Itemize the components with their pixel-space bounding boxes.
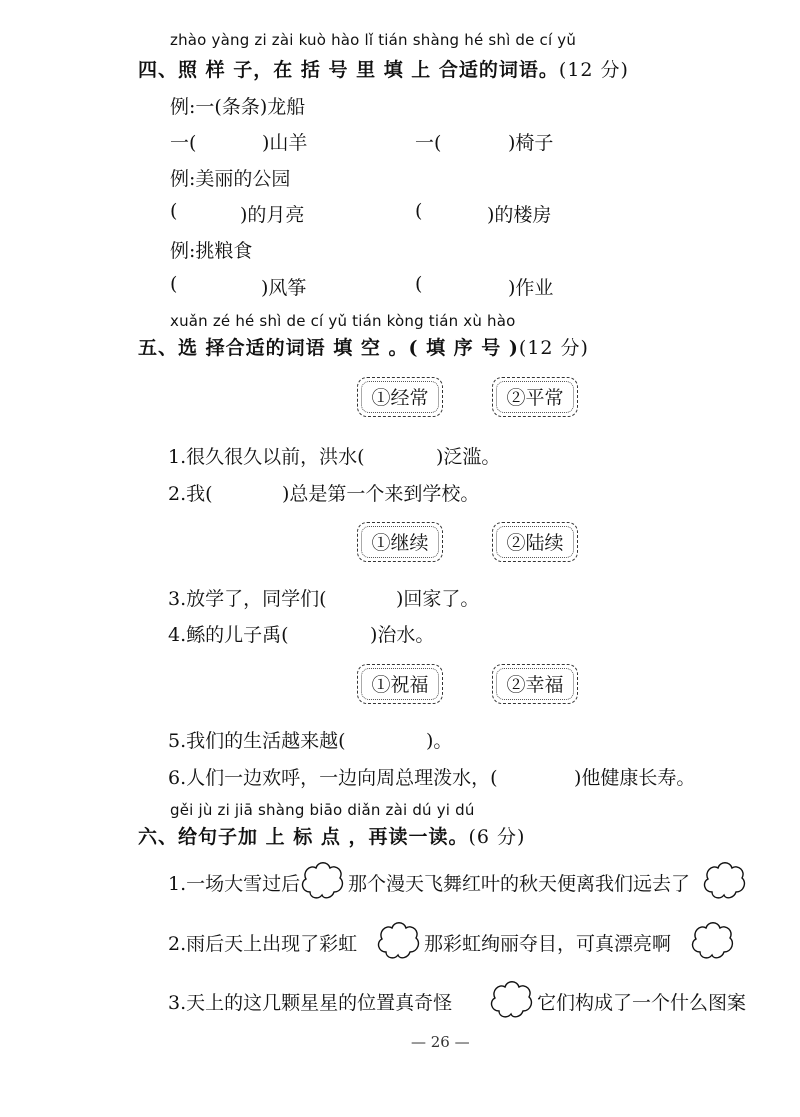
section4-example3: 例:挑粮食 <box>170 240 253 262</box>
s4-row2-left-open: ( <box>170 200 178 222</box>
section6-pinyin: gěi jù zi jiā shàng biāo diǎn zài dú yi dú <box>170 801 475 819</box>
q5-start: 5.我们的生活越来越( <box>168 730 346 752</box>
s4-row1-right-close: )椅子 <box>508 132 554 154</box>
word-option-box: ②陆续 <box>492 522 578 562</box>
q4-end: )治水。 <box>370 624 435 646</box>
punctuation-cloud-icon[interactable] <box>487 977 535 1021</box>
section4-score: (12 分) <box>558 59 629 81</box>
q2-start: 2.我( <box>168 483 213 505</box>
word-option-box: ①继续 <box>357 522 443 562</box>
punctuation-cloud-icon[interactable] <box>688 918 736 962</box>
s3-start: 3.天上的这几颗星星的位置真奇怪 <box>168 992 453 1014</box>
s2-start: 2.雨后天上出现了彩虹 <box>168 933 358 955</box>
s4-row1-left-open: 一( <box>170 132 197 154</box>
q6-end: )他健康长寿。 <box>574 767 696 789</box>
q2-end: )总是第一个来到学校。 <box>282 483 480 505</box>
s4-row3-left-open: ( <box>170 273 178 295</box>
section6-title-text: 六、给句子加 上 标 点 ，再读一读。 <box>138 826 469 848</box>
section6-score: (6 分) <box>468 826 526 848</box>
section4-title-text: 四、照 样 子，在 括 号 里 填 上 合适的词语。 <box>138 59 559 81</box>
s4-row2-right-open: ( <box>415 200 423 222</box>
q1-end: )泛滥。 <box>436 446 501 468</box>
word-option-box: ①祝福 <box>357 664 443 704</box>
s4-row2-left-close: )的月亮 <box>240 204 305 226</box>
section5-title-text: 五、选 择合适的词语 填 空 。( 填 序 号 ) <box>138 337 519 359</box>
q5-end: )。 <box>426 730 453 752</box>
word-option-box: ①经常 <box>357 377 443 417</box>
q1-start: 1.很久很久以前，洪水( <box>168 446 365 468</box>
s1-start: 1.一场大雪过后 <box>168 873 301 895</box>
punctuation-cloud-icon[interactable] <box>700 858 748 902</box>
punctuation-cloud-icon[interactable] <box>298 858 346 902</box>
s4-row2-right-close: )的楼房 <box>487 204 552 226</box>
section4-example2: 例:美丽的公园 <box>170 168 291 190</box>
s2-end: 那彩虹绚丽夺目，可真漂亮啊 <box>424 933 672 955</box>
q6-start: 6.人们一边欢呼，一边向周总理泼水，( <box>168 767 498 789</box>
section4-pinyin: zhào yàng zi zài kuò hào lǐ tián shàng hé shì de cí yǔ <box>170 31 577 49</box>
s1-end: 那个漫天飞舞红叶的秋天便离我们远去了 <box>348 873 691 895</box>
section5-title <box>138 333 589 360</box>
punctuation-cloud-icon[interactable] <box>374 918 422 962</box>
q3-end: )回家了。 <box>396 588 480 610</box>
section5-pinyin: xuǎn zé hé shì de cí yǔ tián kòng tián xù hào <box>170 312 516 330</box>
s4-row3-left-close: )风筝 <box>261 277 307 299</box>
s4-row1-left-close: )山羊 <box>262 132 308 154</box>
s3-end: 它们构成了一个什么图案 <box>537 992 747 1014</box>
section4-example1: 例:一(条条)龙船 <box>170 96 306 118</box>
s4-row3-right-close: )作业 <box>508 277 554 299</box>
s4-row3-right-open: ( <box>415 273 423 295</box>
section4-title <box>138 55 629 82</box>
word-option-box: ②平常 <box>492 377 578 417</box>
q3-start: 3.放学了，同学们( <box>168 588 327 610</box>
s4-row1-right-open: 一( <box>415 132 442 154</box>
page-number: — 26 — <box>411 1033 470 1051</box>
section5-score: (12 分) <box>518 337 589 359</box>
q4-start: 4.鲧的儿子禹( <box>168 624 289 646</box>
word-option-box: ②幸福 <box>492 664 578 704</box>
section6-title <box>138 822 525 849</box>
